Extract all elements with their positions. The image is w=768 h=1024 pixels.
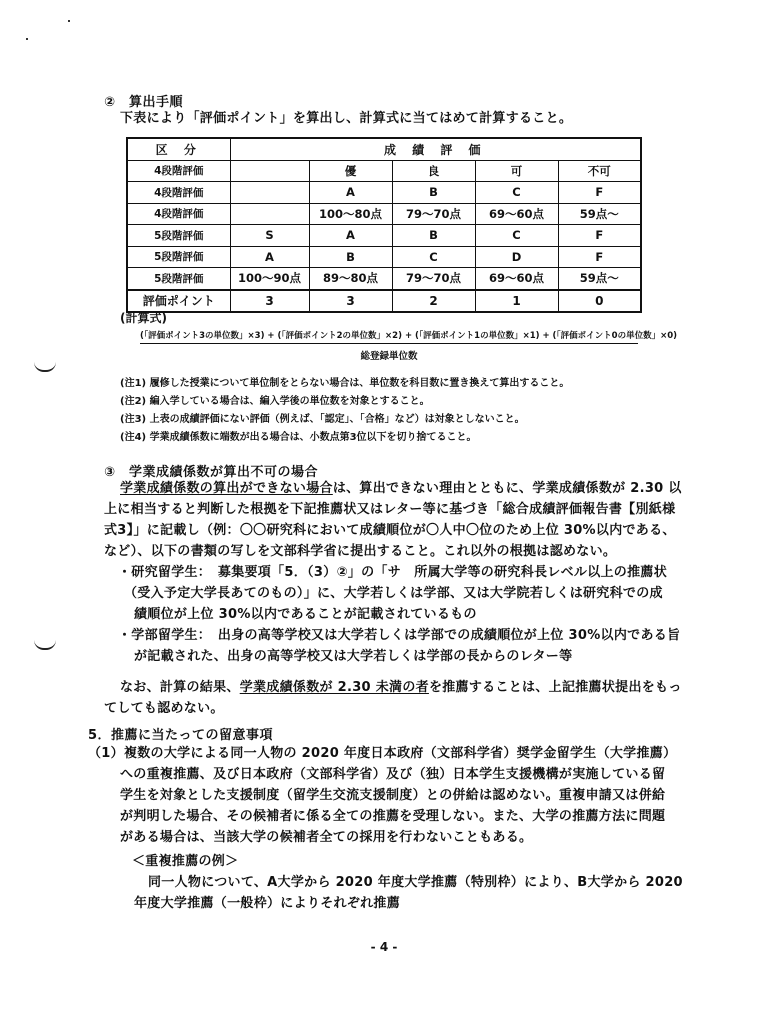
bullet-research-student: ・研究留学生： 募集要項「5．（3）②」の「サ 所属大学等の研究科長レベル以上の推薦状 <box>118 565 667 580</box>
table-cell: 優 <box>309 160 392 182</box>
table-cell: C <box>392 246 475 268</box>
table-header-grade: 成 績 評 価 <box>230 138 641 160</box>
section-3-paragraph-line: 式3】」に記載し（例：〇〇研究科において成績順位が〇人中〇位のため上位 30%以内である、 <box>104 523 676 538</box>
table-cell <box>230 160 309 182</box>
scan-speck <box>26 38 28 40</box>
table-cell: 良 <box>392 160 475 182</box>
table-cell: 3 <box>230 290 309 313</box>
table-cell: 59点～ <box>558 203 641 225</box>
bullet-research-student-cont: 績順位が上位 30%以内であることが記載されているもの <box>134 607 477 622</box>
note-4: (注4) 学業成績係数に端数が出る場合は、小数点第3位以下を切り捨てること。 <box>120 432 477 443</box>
bullet-research-student-cont: （受入予定大学長あてのもの）」に、大学若しくは学部、又は大学院若しくは研究科での成 <box>124 586 663 601</box>
item-1-line: （1）複数の大学による同一人物の 2020 年度日本政府（文部科学省）奨学金留学生（大学推薦） <box>88 746 677 761</box>
example-line: 同一人物について、A大学から 2020 年度大学推薦（特別枠）により、B大学から 2020 <box>148 875 683 890</box>
page-number: - 4 - <box>370 940 398 954</box>
binding-hole-mark <box>34 640 56 650</box>
table-cell: 0 <box>558 290 641 313</box>
formula-numerator: (「評価ポイント3の単位数」×3) + (「評価ポイント2の単位数」×2) + (「評価ポイント1の単位数」×1) + (「評価ポイント0の単位数」×0) <box>140 329 638 344</box>
underlined-phrase: 学業成績係数の算出ができない場合 <box>120 481 333 496</box>
item-1-line: 学生を対象とした支援制度（留学生交流支援制度）との併給は認めない。重複申請又は併給 <box>120 788 666 803</box>
table-cell: 可 <box>475 160 558 182</box>
table-cell: D <box>475 246 558 268</box>
table-row <box>127 246 641 268</box>
table-row <box>127 160 641 182</box>
section-3-heading: ③ 学業成績係数が算出不可の場合 <box>104 465 319 480</box>
table-cell: 不可 <box>558 160 641 182</box>
table-cell: F <box>558 225 641 247</box>
table-cell: 5段階評価 <box>127 225 230 247</box>
table-cell: 1 <box>475 290 558 313</box>
table-cell: 100～80点 <box>309 203 392 225</box>
table-row <box>127 203 641 225</box>
table-cell: 評価ポイント <box>127 290 230 313</box>
text-span: なお、計算の結果、 <box>120 680 240 695</box>
note-3: (注3) 上表の成績評価にない評価（例えば、「認定」、「合格」など）は対象としないこと。 <box>120 414 525 425</box>
note-1: (注1) 履修した授業について単位制をとらない場合は、単位数を科目数に置き換えて算出すること。 <box>120 378 570 389</box>
table-cell: 69～60点 <box>475 268 558 290</box>
table-cell: S <box>230 225 309 247</box>
text-span: は、算出できない理由とともに、学業成績係数が 2.30 以 <box>332 481 682 496</box>
scan-speck <box>68 20 70 22</box>
table-header-category: 区 分 <box>127 138 230 160</box>
text-span: を推薦することは、上記推薦状提出をもっ <box>428 680 682 695</box>
table-cell: 5段階評価 <box>127 268 230 290</box>
table-cell: 4段階評価 <box>127 182 230 204</box>
table-row <box>127 225 641 247</box>
section-3-paragraph-line: など）、以下の書類の写しを文部科学省に提出すること。これ以外の根拠は認めない。 <box>104 544 617 559</box>
table-cell: F <box>558 182 641 204</box>
table-cell: C <box>475 225 558 247</box>
bullet-undergrad-student-cont: が記載された、出身の高等学校又は大学若しくは学部の長からのレター等 <box>134 649 573 664</box>
table-row <box>127 268 641 290</box>
table-cell: A <box>309 225 392 247</box>
table-cell: 4段階評価 <box>127 203 230 225</box>
example-heading: ＜重複推薦の例＞ <box>132 854 239 869</box>
section-3-note-line <box>120 677 682 698</box>
bullet-undergrad-student: ・学部留学生： 出身の高等学校又は大学若しくは学部での成績順位が上位 30%以内である旨 <box>118 628 681 643</box>
table-cell <box>230 182 309 204</box>
formula-label: (計算式) <box>120 311 167 325</box>
table-cell: 69～60点 <box>475 203 558 225</box>
table-cell: C <box>475 182 558 204</box>
section-5-heading: 5．推薦に当たっての留意事項 <box>88 728 274 743</box>
section-3-paragraph-line <box>120 478 682 499</box>
table-cell: B <box>392 182 475 204</box>
table-cell: 89～80点 <box>309 268 392 290</box>
table-cell: 5段階評価 <box>127 246 230 268</box>
section-3-note-line: てしても認めない。 <box>104 701 224 716</box>
item-1-line: が判明した場合、その候補者に係る全ての推薦を受理しない。また、大学の推薦方法に問題 <box>120 809 666 824</box>
section-2-intro: 下表により「評価ポイント」を算出し、計算式に当てはめて計算すること。 <box>120 111 573 126</box>
grade-table <box>126 137 642 313</box>
table-cell: 59点～ <box>558 268 641 290</box>
table-cell: 100～90点 <box>230 268 309 290</box>
example-line: 年度大学推薦（一般枠）によりそれぞれ推薦 <box>134 896 401 911</box>
table-cell <box>230 203 309 225</box>
formula-denominator: 総登録単位数 <box>360 351 418 362</box>
table-cell: 2 <box>392 290 475 313</box>
table-cell: B <box>309 246 392 268</box>
table-cell: A <box>309 182 392 204</box>
note-2: (注2) 編入学している場合は、編入学後の単位数を対象とすること。 <box>120 396 430 407</box>
item-1-line: への重複推薦、及び日本政府（文部科学省）及び（独）日本学生支援機構が実施している留 <box>120 767 666 782</box>
table-cell: 79～70点 <box>392 268 475 290</box>
table-cell: 79～70点 <box>392 203 475 225</box>
table-cell: A <box>230 246 309 268</box>
table-cell: F <box>558 246 641 268</box>
table-cell: 3 <box>309 290 392 313</box>
table-row-points <box>127 290 641 313</box>
table-cell: B <box>392 225 475 247</box>
table-header-row <box>127 138 641 160</box>
table-cell: 4段階評価 <box>127 160 230 182</box>
section-2-heading: ② 算出手順 <box>104 95 184 110</box>
binding-hole-mark <box>34 362 56 372</box>
section-3-paragraph-line: 上に相当すると判断した根拠を下記推薦状又はレター等に基づき「総合成績評価報告書【別紙様 <box>104 502 676 517</box>
table-row <box>127 182 641 204</box>
item-1-line: がある場合は、当該大学の候補者全ての採用を行わないこともある。 <box>120 830 533 845</box>
underlined-phrase: 学業成績係数が 2.30 未満の者 <box>239 680 429 695</box>
